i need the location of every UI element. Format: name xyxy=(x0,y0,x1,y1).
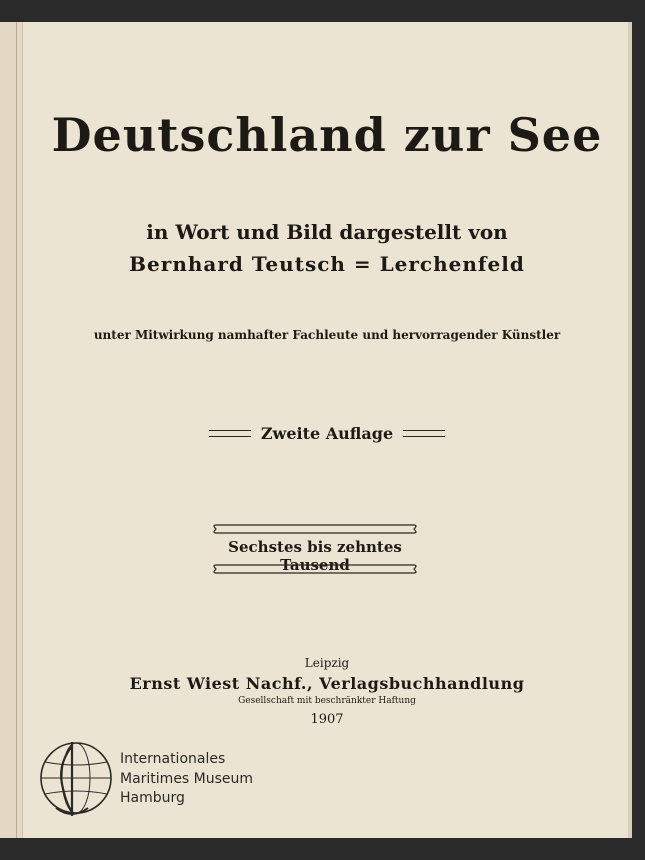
publisher-note: Gesellschaft mit beschränkter Haftung xyxy=(238,696,416,706)
edition-label: Zweite Auflage xyxy=(260,424,394,443)
book-spine xyxy=(0,22,23,838)
author-name: Bernhard Teutsch = Lerchenfeld xyxy=(129,252,525,276)
printing-block xyxy=(210,524,420,578)
publisher-city: Leipzig xyxy=(304,656,350,670)
double-rule-right xyxy=(403,430,445,437)
collaboration-note: unter Mitwirkung namhafter Fachleute und hervorragender Künstler xyxy=(93,328,561,342)
ornament-rule-bottom xyxy=(210,564,420,574)
publication-year: 1907 xyxy=(310,712,344,727)
institution-line: Internationales xyxy=(120,751,226,767)
institution-line: Hamburg xyxy=(120,790,185,806)
page-title: Deutschland zur See xyxy=(51,108,603,162)
double-rule-left xyxy=(209,430,251,437)
edition-row xyxy=(22,424,632,443)
subtitle-line: in Wort und Bild dargestellt von xyxy=(146,220,508,244)
globe-ship-logo-icon xyxy=(36,738,114,820)
ornament-rule-top xyxy=(210,524,420,534)
institution-credit xyxy=(120,750,253,809)
institution-line: Maritimes Museum xyxy=(120,770,254,787)
spine-fold-line xyxy=(16,22,17,838)
printing-label: Sechstes bis zehntes Tausend xyxy=(228,538,402,574)
publisher-name: Ernst Wiest Nachf., Verlagsbuchhandlung xyxy=(129,674,525,693)
